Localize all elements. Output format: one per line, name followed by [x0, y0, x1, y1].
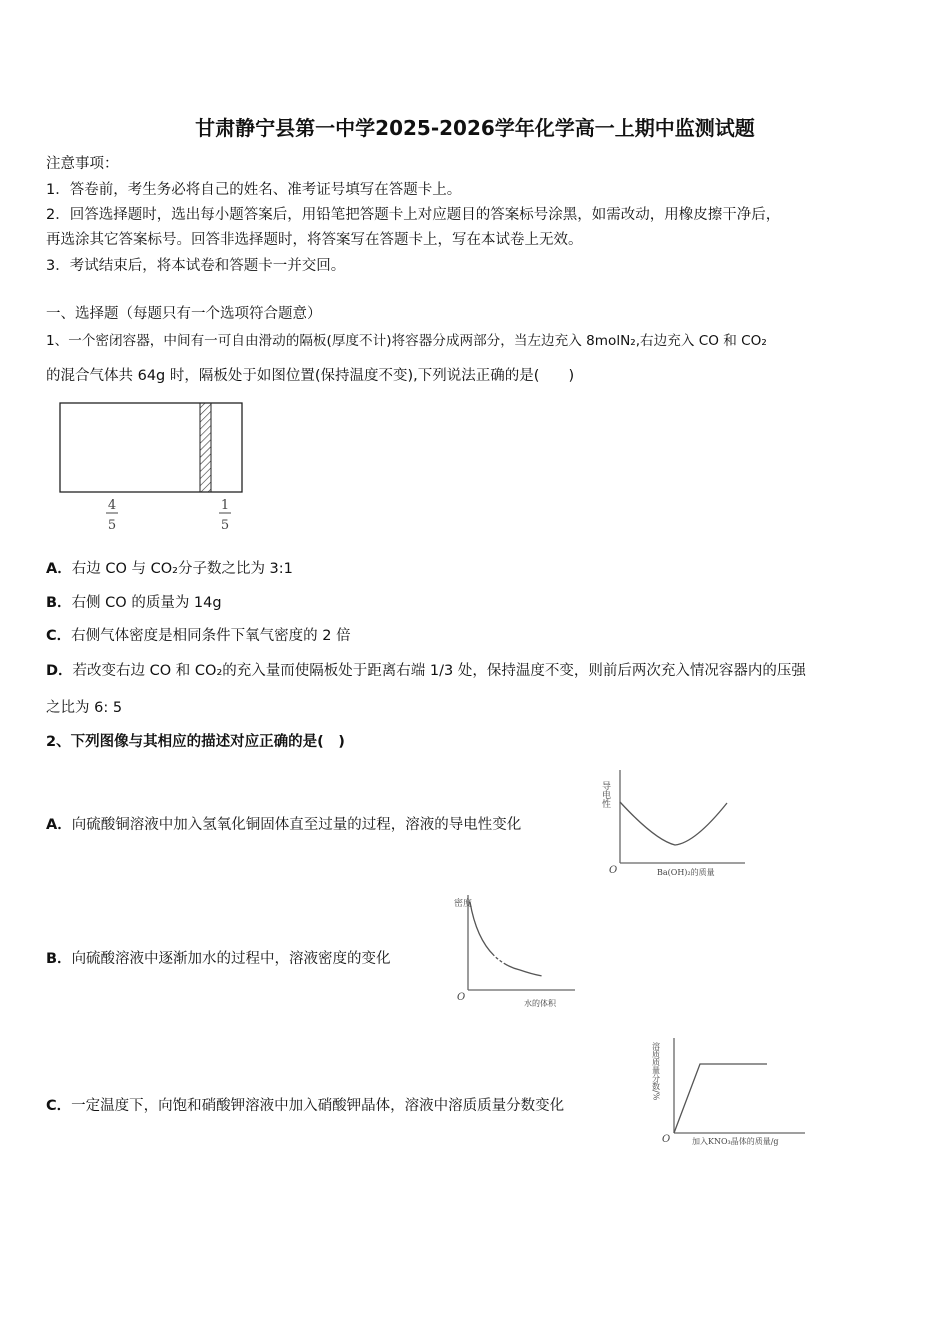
mass-fraction-graph — [650, 1030, 815, 1155]
q2-option-a: A．向硫酸铜溶液中加入氢氧化铜固体直至过量的过程，溶液的导电性变化 — [46, 817, 522, 833]
notice-item: 2．回答选择题时，选出每小题答案后，用铅笔把答题卡上对应题目的答案标号涂黑，如需改动，用橡皮擦干净后， — [46, 207, 781, 223]
origin-label: O — [457, 992, 466, 1003]
section-heading: 一、选择题（每题只有一个选项符合题意） — [46, 306, 322, 322]
page-title: 甘肃静宁县第一中学2025-2026学年化学高一上期中监测试题 — [195, 116, 755, 140]
conductivity-graph — [595, 765, 755, 880]
density-graph — [440, 890, 580, 1010]
origin-label: O — [662, 1134, 671, 1145]
left-fraction-den: 5 — [107, 518, 117, 533]
x-axis-label: Ba(OH)₂的质量 — [657, 868, 715, 877]
notice-item: 再选涂其它答案标号。回答非选择题时，将答案写在答题卡上，写在本试卷上无效。 — [46, 232, 583, 248]
q2-option-c: C．一定温度下，向饱和硝酸钾溶液中加入硝酸钾晶体，溶液中溶质质量分数变化 — [46, 1098, 565, 1114]
right-fraction-num: 1 — [220, 498, 230, 513]
q2-option-b: B．向硫酸溶液中逐渐加水的过程中，溶液密度的变化 — [46, 951, 391, 967]
q1-option-d-cont: 之比为 6: 5 — [46, 700, 123, 716]
x-axis-label: 加入KNO₃晶体的质量/g — [692, 1137, 779, 1146]
left-fraction-num: 4 — [107, 498, 117, 513]
right-fraction-den: 5 — [220, 518, 230, 533]
q1-option-c: C．右侧气体密度是相同条件下氧气密度的 2 倍 — [46, 628, 351, 644]
x-axis-label: 水的体积 — [524, 999, 556, 1008]
q1-option-b: B．右侧 CO 的质量为 14g — [46, 595, 222, 611]
y-axis-label: 溶质质量分数/% — [651, 1042, 661, 1101]
y-axis-label: 密度 — [454, 899, 473, 909]
q2-stem: 2、下列图像与其相应的描述对应正确的是( ) — [46, 734, 345, 750]
q1-stem: 1、一个密闭容器，中间有一可自由滑动的隔板(厚度不计)将容器分成两部分，当左边充入 8molN₂,右边充入 CO 和 CO₂ — [46, 333, 767, 349]
notice-heading: 注意事项： — [46, 156, 119, 172]
q1-option-d: D．若改变右边 CO 和 CO₂的充入量而使隔板处于距离右端 1/3 处，保持温度不变，则前后两次充入情况容器内的压强 — [46, 663, 806, 679]
y-axis-label: 导电性 — [600, 781, 610, 808]
origin-label: O — [609, 865, 618, 876]
notice-item: 3．考试结束后，将本试卷和答题卡一并交回。 — [46, 258, 346, 274]
container-diagram — [50, 395, 260, 540]
q1-option-a: A．右边 CO 与 CO₂分子数之比为 3:1 — [46, 561, 293, 577]
q1-stem-cont: 的混合气体共 64g 时，隔板处于如图位置(保持温度不变),下列说法正确的是( ) — [46, 368, 575, 384]
notice-item: 1．答卷前，考生务必将自己的姓名、准考证号填写在答题卡上。 — [46, 182, 462, 198]
